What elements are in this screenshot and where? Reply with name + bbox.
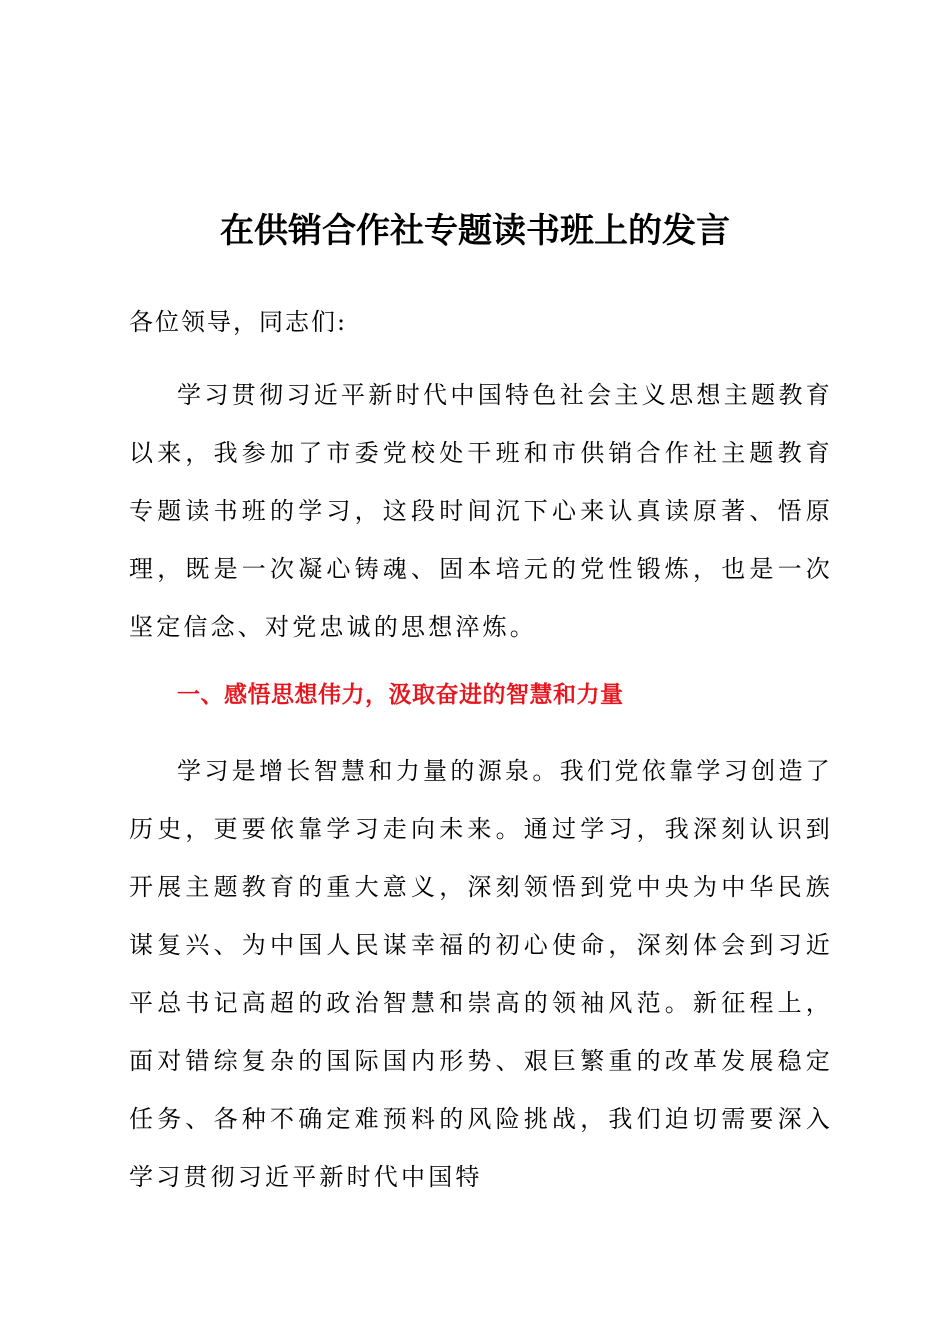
salutation: 各位领导，同志们: bbox=[129, 308, 348, 336]
section-heading: 一、感悟思想伟力，汲取奋进的智慧和力量 bbox=[177, 682, 624, 708]
paragraph-intro: 学习贯彻习近平新时代中国特色社会主义思想主题教育以来，我参加了市委党校处干班和市供销合作社主题教育专题读书班的学习，这段时间沉下心来认真读原著、悟原理，既是一次凝心铸魂、固本培元的党性锻炼，也是一次坚定信念、对党忠诚的思想淬炼。 bbox=[129, 381, 833, 641]
document-title: 在供销合作社专题读书班上的发言 bbox=[220, 211, 730, 251]
paragraph-section-one: 学习是增长智慧和力量的源泉。我们党依靠学习创造了历史，更要依靠学习走向未来。通过学习，我深刻认识到开展主题教育的重大意义，深刻领悟到党中央为中华民族谋复兴、为中国人民谋幸福的初心使命，深刻体会到习近平总书记高超的政治智慧和崇高的领袖风范。新征程上，面对错综复杂的国际国内形势、艰巨繁重的改革发展稳定任务、各种不确定难预料的风险挑战，我们迫切需要深入学习贯彻习近平新时代中国特 bbox=[129, 757, 833, 1191]
